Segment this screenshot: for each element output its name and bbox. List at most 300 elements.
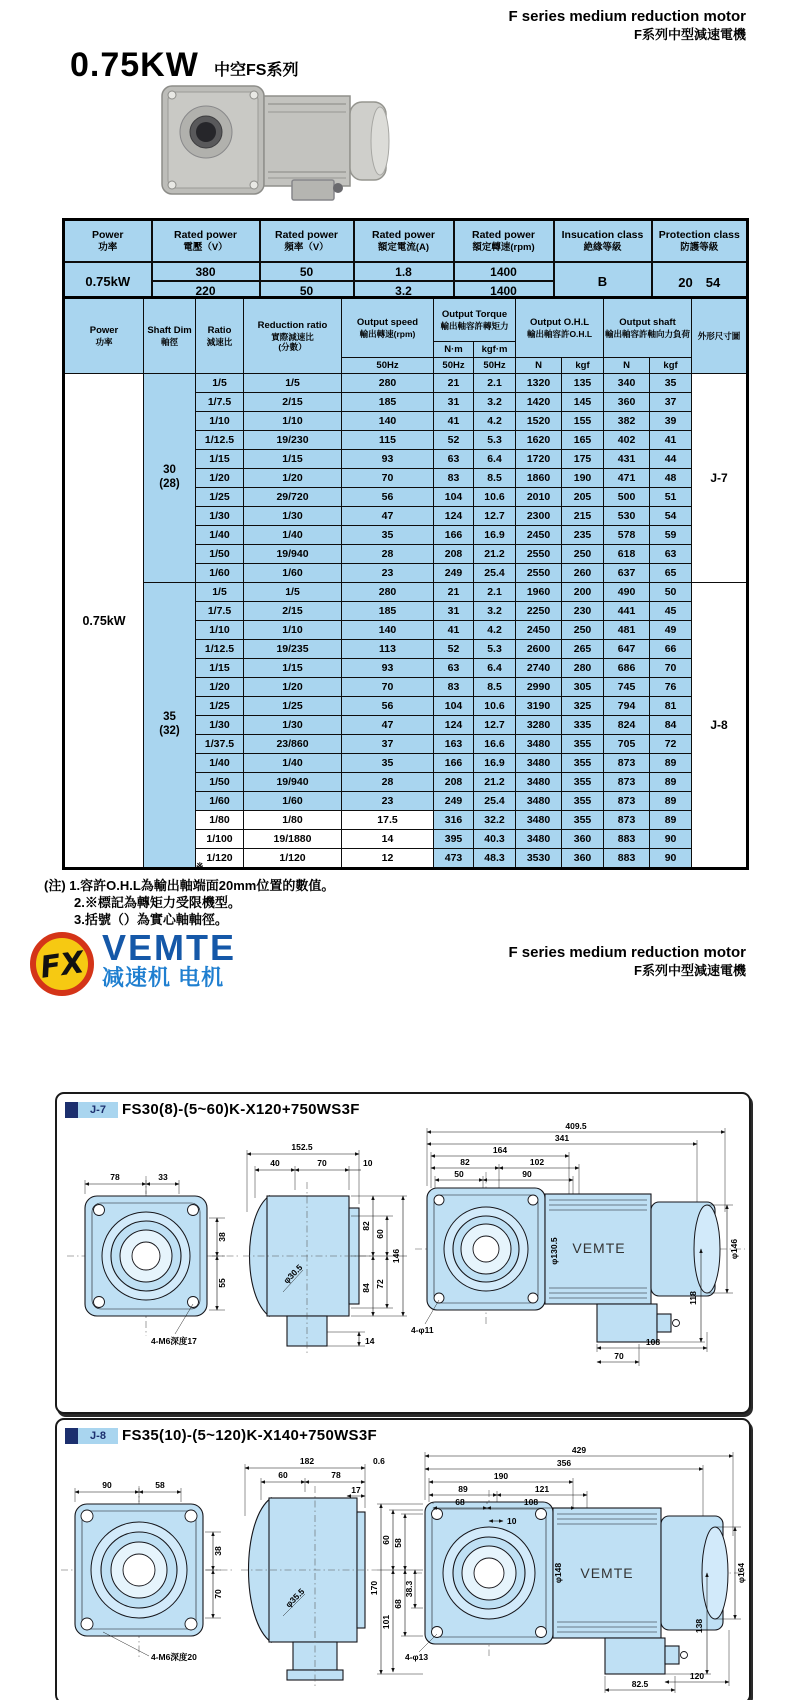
dim-label: 82: [361, 1221, 371, 1231]
dim-label: φ146: [729, 1238, 739, 1260]
ratio-cell: 115: [342, 431, 434, 450]
ratio-cell: 39: [650, 412, 692, 431]
dim-label: 356: [556, 1458, 572, 1468]
ratio-cell: 16.6: [474, 735, 516, 754]
header-title-zh: F系列中型減速電機: [634, 962, 746, 978]
ratio-cell: 230: [562, 602, 604, 621]
ratio-cell: 481: [604, 621, 650, 640]
ratio-cell: 65: [650, 564, 692, 583]
dim-label: 108: [523, 1497, 539, 1507]
dim-label: 118: [688, 1291, 698, 1305]
dim-label: 429: [571, 1446, 587, 1455]
ratio-cell: 4.2: [474, 412, 516, 431]
ratio-cell: 5.3: [474, 431, 516, 450]
ratio-cell: 1/25: [244, 697, 342, 716]
ratio-cell: 3530: [516, 849, 562, 869]
ratio-cell: 140: [342, 621, 434, 640]
ratio-cell: 90: [650, 849, 692, 869]
ratio-cell: 686: [604, 659, 650, 678]
dim-label: 108: [645, 1337, 661, 1347]
logo-brand-sub: 减速机 电机: [102, 965, 225, 990]
ratio-cell: 3280: [516, 716, 562, 735]
ratio-cell: 41: [434, 412, 474, 431]
unit-kgfm: kgf·m: [474, 342, 516, 358]
tag-label: J-8: [78, 1428, 118, 1444]
spec-cell: 3.2: [354, 281, 454, 301]
spec-header-row: [64, 220, 748, 263]
ratio-cell: 3480: [516, 811, 562, 830]
j7-front-view: [67, 1172, 239, 1346]
dim-label: 90: [522, 1169, 532, 1179]
ratio-cell: 3480: [516, 792, 562, 811]
ratio-cell: 1/10: [244, 412, 342, 431]
ratio-cell: 2.1: [474, 374, 516, 393]
ratio-cell: 873: [604, 792, 650, 811]
ratio-cell: 2/15: [244, 393, 342, 412]
ratio-cell: 1/30: [196, 507, 244, 526]
dim-label: 60: [375, 1229, 385, 1239]
ratio-cell: 355: [562, 792, 604, 811]
ratio-cell: 25.4: [474, 564, 516, 583]
ratio-cell: 1/30: [196, 716, 244, 735]
ratio-cell: 1/120 ※: [196, 849, 244, 869]
ratio-cell: 135: [562, 374, 604, 393]
ratio-cell: 31: [434, 393, 474, 412]
ratio-cell: 1/40: [244, 526, 342, 545]
ratio-cell: 124: [434, 716, 474, 735]
ratio-cell: 824: [604, 716, 650, 735]
ratio-cell: 2/15: [244, 602, 342, 621]
ratio-cell: 17.5: [342, 811, 434, 830]
header-title-en: F series medium reduction motor: [508, 944, 746, 961]
spec-header: Rated power 電壓（V）: [152, 220, 260, 263]
ratio-cell: 402: [604, 431, 650, 450]
ratio-cell: 1/20: [196, 469, 244, 488]
ratio-cell: 155: [562, 412, 604, 431]
dim-label: 4-M6深度17: [151, 1336, 197, 1346]
ratio-cell: 6.4: [474, 450, 516, 469]
ratio-cell: 56: [342, 488, 434, 507]
dimension-ref: J-7: [692, 374, 748, 583]
ratio-cell: 52: [434, 640, 474, 659]
ratio-cell: 637: [604, 564, 650, 583]
unit-n: N: [604, 358, 650, 374]
ratio-cell: 745: [604, 678, 650, 697]
ratio-cell: 44: [650, 450, 692, 469]
ratio-cell: 325: [562, 697, 604, 716]
ratio-cell: 530: [604, 507, 650, 526]
ratio-cell: 35: [650, 374, 692, 393]
ratio-cell: 185: [342, 393, 434, 412]
ratio-cell: 1620: [516, 431, 562, 450]
series-title: 中空FS系列: [214, 62, 299, 79]
ratio-cell: 35: [342, 526, 434, 545]
performance-table: [62, 296, 749, 870]
ratio-cell: 81: [650, 697, 692, 716]
ratio-cell: 1860: [516, 469, 562, 488]
ratio-cell: 1/25: [196, 488, 244, 507]
ratio-cell: 1/5: [196, 374, 244, 393]
ratio-cell: 93: [342, 659, 434, 678]
ratio-cell: 70: [342, 678, 434, 697]
ratio-cell: 83: [434, 678, 474, 697]
ratio-cell: 90: [650, 830, 692, 849]
col-dimension-ref: 外形尺寸圖: [692, 298, 748, 374]
col-reduction-ratio: Reduction ratio 實際減速比 (分數）: [244, 298, 342, 374]
ratio-cell: 23: [342, 564, 434, 583]
dim-label: 146: [391, 1248, 401, 1264]
ratio-cell: 89: [650, 773, 692, 792]
ratio-cell: 1/15: [244, 659, 342, 678]
ratio-cell: 3480: [516, 773, 562, 792]
spec-cell: 1400: [454, 262, 554, 281]
dim-label: 182: [299, 1456, 315, 1466]
ratio-cell: 12: [342, 849, 434, 869]
ratio-cell: 205: [562, 488, 604, 507]
page-header: [508, 8, 746, 43]
ratio-cell: 21: [434, 374, 474, 393]
ratio-cell: 1/50: [196, 773, 244, 792]
ratio-cell: 215: [562, 507, 604, 526]
ratio-cell: 54: [650, 507, 692, 526]
ratio-cell: 8.5: [474, 469, 516, 488]
ratio-cell: 31: [434, 602, 474, 621]
power-value: 0.75kW: [64, 374, 144, 869]
ratio-cell: 355: [562, 735, 604, 754]
ratio-cell: 500: [604, 488, 650, 507]
dim-label: 40: [270, 1158, 280, 1168]
dim-label: 82.5: [631, 1679, 649, 1689]
ratio-cell: 1/30: [244, 716, 342, 735]
ratio-cell: 2010: [516, 488, 562, 507]
ratio-cell: 29/720: [244, 488, 342, 507]
j7-side-view: [243, 1142, 375, 1356]
ratio-cell: 473: [434, 849, 474, 869]
dim-label: 10: [507, 1516, 517, 1526]
dim-label: 138: [694, 1618, 704, 1634]
note-line: 3.括號（）為實心軸軸徑。: [74, 911, 228, 927]
ratio-cell: 490: [604, 583, 650, 602]
col-output-speed: Output speed 輸出轉速(rpm): [342, 298, 434, 358]
product-photo: [158, 80, 400, 202]
dim-label: 72: [375, 1279, 385, 1289]
ratio-cell: 21: [434, 583, 474, 602]
ratio-cell: 124: [434, 507, 474, 526]
ratio-cell: 70: [342, 469, 434, 488]
unit-nm: N·m: [434, 342, 474, 358]
ratio-cell: 1/10: [244, 621, 342, 640]
dim-label: 70: [213, 1589, 223, 1599]
ratio-cell: 10.6: [474, 697, 516, 716]
ratio-cell: 235: [562, 526, 604, 545]
dim-label: φ130.5: [549, 1237, 559, 1265]
ratio-cell: 16.9: [474, 526, 516, 545]
ratio-cell: 1960: [516, 583, 562, 602]
ratio-cell: 873: [604, 754, 650, 773]
ratio-cell: 794: [604, 697, 650, 716]
dim-label: φ164: [736, 1562, 746, 1584]
ratio-cell: 1/15: [196, 450, 244, 469]
drawing-brand-label: VEMTE: [580, 1565, 634, 1581]
ratio-cell: 360: [604, 393, 650, 412]
spec-cell: 50: [260, 281, 354, 301]
ratio-cell: 163: [434, 735, 474, 754]
ratio-cell: 2450: [516, 526, 562, 545]
drawing-title-j8: [65, 1427, 749, 1444]
dim-label: 58: [393, 1538, 403, 1548]
ratio-cell: 1/37.5: [196, 735, 244, 754]
limited-torque-marker: ※: [196, 861, 204, 871]
ratio-cell: 104: [434, 697, 474, 716]
ratio-cell: 89: [650, 792, 692, 811]
dimension-ref: J-8: [692, 583, 748, 869]
ratio-cell: 1/7.5: [196, 602, 244, 621]
ratio-cell: 1/80: [196, 811, 244, 830]
ratio-cell: 89: [650, 754, 692, 773]
ratio-cell: 578: [604, 526, 650, 545]
dim-label: 68: [393, 1599, 403, 1609]
ratio-cell: 873: [604, 811, 650, 830]
photo-terminal-box: [292, 180, 334, 200]
ratio-cell: 21.2: [474, 545, 516, 564]
ratio-cell: 3.2: [474, 602, 516, 621]
ratio-cell: 63: [434, 659, 474, 678]
ratio-cell: 2740: [516, 659, 562, 678]
ratio-cell: 1720: [516, 450, 562, 469]
ratio-cell: 2300: [516, 507, 562, 526]
drawing-title-j7: [65, 1101, 749, 1118]
ratio-cell: 883: [604, 830, 650, 849]
section-header: [508, 944, 746, 979]
ratio-cell: 166: [434, 754, 474, 773]
dim-label: 50: [454, 1169, 464, 1179]
dim-label: 78: [110, 1172, 120, 1182]
ratio-cell: 5.3: [474, 640, 516, 659]
j8-assembly-view: [405, 1446, 746, 1693]
spec-insulation: B: [554, 262, 652, 301]
dim-label: 152.5: [291, 1142, 313, 1152]
ratio-cell: 10.6: [474, 488, 516, 507]
ratio-cell: 145: [562, 393, 604, 412]
ratio-cell: 23: [342, 792, 434, 811]
ratio-cell: 56: [342, 697, 434, 716]
ratio-cell: 93: [342, 450, 434, 469]
ratio-cell: 52: [434, 431, 474, 450]
col-output-shaft: Output shaft 輸出軸容許軸向力負荷: [604, 298, 692, 358]
ratio-cell: 2550: [516, 564, 562, 583]
ratio-cell: 63: [434, 450, 474, 469]
ratio-cell: 41: [434, 621, 474, 640]
unit-kgf: kgf: [562, 358, 604, 374]
header-title-en: F series medium reduction motor: [508, 8, 746, 25]
ratio-cell: 28: [342, 773, 434, 792]
ratio-cell: 382: [604, 412, 650, 431]
ratio-cell: 76: [650, 678, 692, 697]
ratio-cell: 395: [434, 830, 474, 849]
model-code: FS30(8)-(5~60)K-X120+750WS3F: [122, 1101, 360, 1118]
dim-label: 17: [351, 1485, 361, 1495]
ratio-cell: 1/5: [196, 583, 244, 602]
dim-label: 55: [217, 1278, 227, 1288]
spec-data-row: [64, 262, 748, 281]
ratio-cell: 1/60: [196, 792, 244, 811]
ratio-cell: 2450: [516, 621, 562, 640]
ratio-cell: 1/40: [196, 754, 244, 773]
ratio-cell: 4.2: [474, 621, 516, 640]
dim-label: 102: [529, 1157, 545, 1167]
ratio-cell: 1/12.5: [196, 640, 244, 659]
tag-label: J-7: [78, 1102, 118, 1118]
note-line: 2.※標記為轉矩力受限機型。: [74, 894, 241, 910]
ratio-cell: 1/15: [196, 659, 244, 678]
dim-label: φ35.5: [283, 1586, 307, 1610]
ratio-cell: 2250: [516, 602, 562, 621]
ratio-cell: 3190: [516, 697, 562, 716]
ratio-cell: 84: [650, 716, 692, 735]
dim-label: 38: [213, 1546, 223, 1556]
ratio-cell: 1/5: [244, 583, 342, 602]
rated-spec-table: [62, 218, 749, 302]
ratio-cell: 12.7: [474, 507, 516, 526]
j8-side-view: [241, 1456, 385, 1688]
col-output-torque: Output Torque 輸出軸容許轉矩力: [434, 298, 516, 342]
ratio-cell: 8.5: [474, 678, 516, 697]
ratio-cell: 1/15: [244, 450, 342, 469]
ratio-cell: 1/120: [244, 849, 342, 869]
col-output-ohl: Output O.H.L 輸出軸容許O.H.L: [516, 298, 604, 358]
ratio-cell: 1/20: [244, 678, 342, 697]
ratio-cell: 1/60: [196, 564, 244, 583]
ratio-cell: 185: [342, 602, 434, 621]
ratio-cell: 200: [562, 583, 604, 602]
ratio-cell: 2.1: [474, 583, 516, 602]
dim-label: 121: [534, 1484, 550, 1494]
ratio-cell: 340: [604, 374, 650, 393]
dim-label: 33: [158, 1172, 168, 1182]
ratio-cell: 3480: [516, 830, 562, 849]
shaft-dim-value: 35 (32): [144, 583, 196, 869]
ratio-cell: 25.4: [474, 792, 516, 811]
ratio-cell: 12.7: [474, 716, 516, 735]
ratio-cell: 50: [650, 583, 692, 602]
dim-label: 82: [460, 1157, 470, 1167]
shaft-dim-value: 30 (28): [144, 374, 196, 583]
dim-label: 38: [217, 1232, 227, 1242]
ratio-cell: 165: [562, 431, 604, 450]
ratio-cell: 208: [434, 545, 474, 564]
ratio-cell: 66: [650, 640, 692, 659]
dim-label: 409.5: [565, 1121, 587, 1131]
ratio-cell: 360: [562, 830, 604, 849]
dim-label: 38.3: [404, 1580, 414, 1598]
ratio-cell: 89: [650, 811, 692, 830]
table-row: [64, 374, 748, 393]
ratio-cell: 23/860: [244, 735, 342, 754]
dim-label: 60: [381, 1535, 391, 1545]
ratio-cell: 2550: [516, 545, 562, 564]
dim-label: 4-φ11: [411, 1325, 434, 1335]
ratio-cell: 265: [562, 640, 604, 659]
ratio-cell: 705: [604, 735, 650, 754]
ratio-cell: 72: [650, 735, 692, 754]
dim-label: 68: [455, 1497, 465, 1507]
ratio-cell: 647: [604, 640, 650, 659]
ratio-cell: 19/940: [244, 773, 342, 792]
ratio-cell: 19/1880: [244, 830, 342, 849]
ratio-cell: 250: [562, 621, 604, 640]
dim-label: 341: [554, 1133, 570, 1143]
ratio-cell: 47: [342, 507, 434, 526]
drawing-brand-label: VEMTE: [572, 1240, 626, 1256]
spec-cell: 380: [152, 262, 260, 281]
ratio-cell: 175: [562, 450, 604, 469]
ratio-cell: 1/40: [244, 754, 342, 773]
dim-label: φ30.5: [281, 1262, 305, 1286]
ratio-cell: 19/230: [244, 431, 342, 450]
ratio-cell: 1/7.5: [196, 393, 244, 412]
ratio-cell: 28: [342, 545, 434, 564]
col-power: Power 功率: [64, 298, 144, 374]
dim-label: 78: [331, 1470, 341, 1480]
j7-dimension-drawing: [59, 1120, 747, 1382]
drawing-box-j7: [55, 1092, 751, 1414]
spec-header: Rated power 頻率（V）: [260, 220, 354, 263]
ratio-cell: 1/10: [196, 621, 244, 640]
ratio-cell: 104: [434, 488, 474, 507]
freq-label: 50Hz: [434, 358, 474, 374]
drawing-box-j8: [55, 1418, 751, 1700]
dim-label: 90: [102, 1480, 112, 1490]
logo-brand-name: VEMTE: [102, 927, 237, 968]
spec-header: Rated power 額定轉速(rpm): [454, 220, 554, 263]
ratio-cell: 1/20: [196, 678, 244, 697]
ratio-cell: 1/10: [196, 412, 244, 431]
ratio-cell: 2990: [516, 678, 562, 697]
dim-label: 14: [365, 1336, 375, 1346]
ratio-cell: 355: [562, 773, 604, 792]
spec-header: Rated power 額定電流(A): [354, 220, 454, 263]
ratio-cell: 1/40: [196, 526, 244, 545]
freq-label: 50Hz: [342, 358, 434, 374]
dim-label: 70: [614, 1351, 624, 1361]
ratio-cell: 1/100: [196, 830, 244, 849]
ratio-cell: 63: [650, 545, 692, 564]
dim-label: 89: [458, 1484, 468, 1494]
spec-power: 0.75kW: [64, 262, 152, 301]
perf-header-row1: [64, 298, 748, 342]
tag-marker: [65, 1428, 78, 1444]
header-title-zh: F系列中型減速電機: [634, 26, 746, 42]
ratio-cell: 360: [562, 849, 604, 869]
dim-label: 58: [155, 1480, 165, 1490]
ratio-cell: 305: [562, 678, 604, 697]
ratio-cell: 618: [604, 545, 650, 564]
tag-marker: [65, 1102, 78, 1118]
ratio-cell: 1/50: [196, 545, 244, 564]
ratio-cell: 41: [650, 431, 692, 450]
dim-label: 120: [689, 1671, 705, 1681]
ratio-cell: 51: [650, 488, 692, 507]
ratio-cell: 83: [434, 469, 474, 488]
ratio-cell: 3.2: [474, 393, 516, 412]
ratio-cell: 70: [650, 659, 692, 678]
spec-header: Protection class 防護等級: [652, 220, 748, 263]
ratio-cell: 59: [650, 526, 692, 545]
dim-label: 60: [278, 1470, 288, 1480]
ratio-cell: 873: [604, 773, 650, 792]
spec-cell: 220: [152, 281, 260, 301]
dim-label: 84: [361, 1283, 371, 1293]
